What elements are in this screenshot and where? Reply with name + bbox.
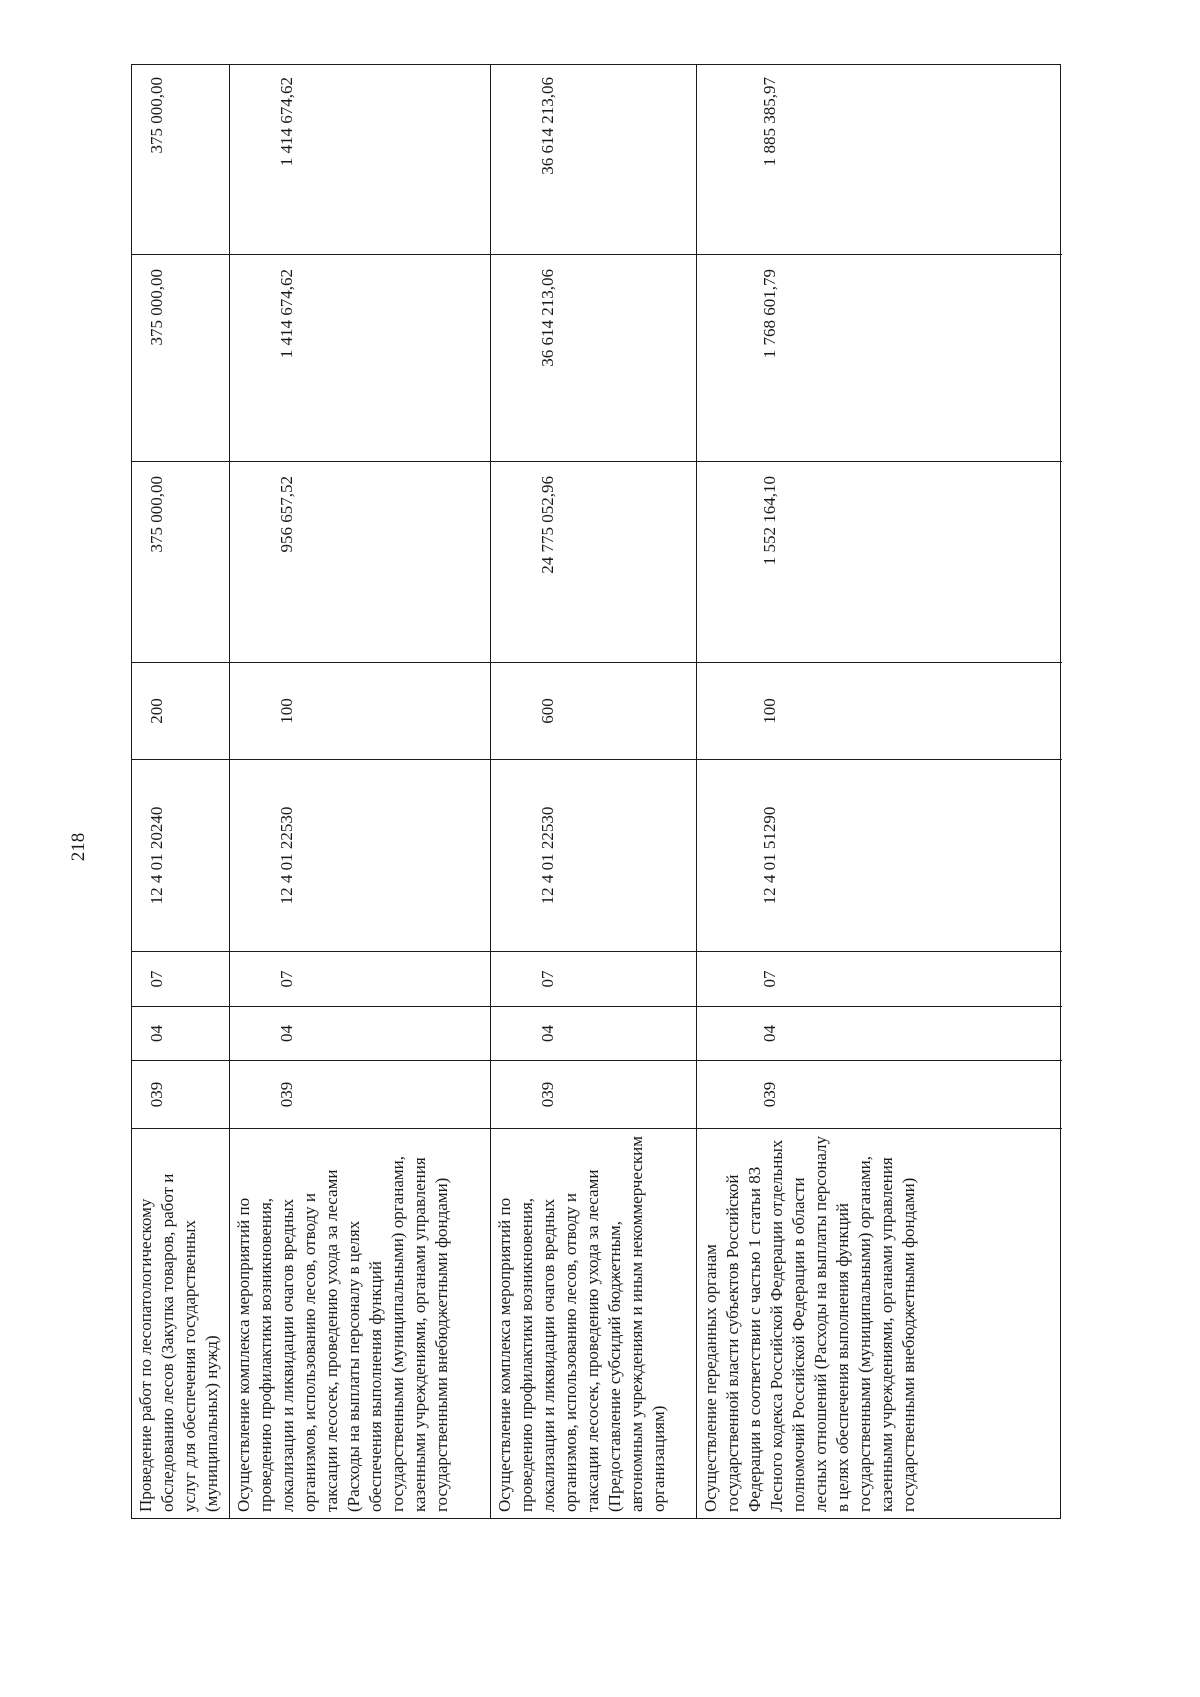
amount-year-1: 956 657,52 bbox=[230, 461, 490, 662]
section-code: 04 bbox=[230, 1006, 490, 1060]
section-code: 04 bbox=[132, 1006, 229, 1060]
subsection-code: 07 bbox=[132, 951, 229, 1006]
section-code: 04 bbox=[697, 1006, 1062, 1060]
amount-year-1: 1 552 164,10 bbox=[697, 461, 1062, 662]
expense-type-code: 100 bbox=[230, 662, 490, 759]
ministry-code: 039 bbox=[230, 1060, 490, 1128]
target-article-code: 12 4 01 20240 bbox=[132, 759, 229, 951]
budget-table-rotated-area bbox=[131, 64, 1061, 1512]
subsection-code: 07 bbox=[491, 951, 696, 1006]
row-description: Проведение работ по лесопатологическому обследованию лесов (Закупка товаров, работ и услуг для обеспечения государственных (муниципальных) нужд) bbox=[132, 1128, 229, 1518]
row-description: Осуществление комплекса мероприятий по проведению профилактики возникновения, локализации и ликвидации очагов вредных организмов, использованию лесов, отводу и таксации лесосек, проведению ухода за лесами (Расходы на выплаты персоналу в целях обеспечения выполнения функций государственными (муниципальными) органами, казенными учреждениями, органами управления государственными внебюджетными фондами) bbox=[230, 1128, 490, 1518]
row-description: Осуществление переданных органам государственной власти субъектов Российской Федерации в соответствии с частью 1 статьи 83 Лесного кодекса Российской Федерации отдельных полномочий Российской Федерации в области лесных отношений (Расходы на выплаты персоналу в целях обеспечения выполнения функций государственными (муниципальными) органами, казенными учреждениями, органами управления государственными внебюджетными фондами) bbox=[697, 1128, 1062, 1518]
amount-year-3: 1 414 674,62 bbox=[277, 77, 296, 167]
ministry-code: 039 bbox=[491, 1060, 696, 1128]
target-article-code: 12 4 01 51290 bbox=[697, 759, 1062, 951]
amount-year-1: 375 000,00 bbox=[132, 461, 229, 662]
amount-year-3: 375 000,00 bbox=[147, 77, 166, 154]
amount-year-3: 1 885 385,97 bbox=[760, 77, 779, 167]
target-article-code: 12 4 01 22530 bbox=[491, 759, 696, 951]
page-number: 218 bbox=[68, 832, 89, 862]
table-row bbox=[491, 65, 697, 1518]
subsection-code: 07 bbox=[697, 951, 1062, 1006]
expense-type-code: 200 bbox=[132, 662, 229, 759]
target-article-code: 12 4 01 22530 bbox=[230, 759, 490, 951]
amount-year-3: 36 614 213,06 bbox=[538, 77, 557, 175]
ministry-code: 039 bbox=[697, 1060, 1062, 1128]
table-row bbox=[697, 65, 1062, 1518]
expense-type-code: 100 bbox=[697, 662, 1062, 759]
amount-year-1: 24 775 052,96 bbox=[491, 461, 696, 662]
amount-year-2: 1 414 674,62 bbox=[230, 254, 490, 461]
amount-year-2: 36 614 213,06 bbox=[491, 254, 696, 461]
section-code: 04 bbox=[491, 1006, 696, 1060]
table-row bbox=[230, 65, 491, 1518]
row-description: Осуществление комплекса мероприятий по проведению профилактики возникновения, локализации и ликвидации очагов вредных организмов, использованию лесов, отводу и таксации лесосек, проведению ухода за лесами (Предоставление субсидий бюджетным, автономным учреждениям и иным некоммерческим организациям) bbox=[491, 1128, 696, 1518]
subsection-code: 07 bbox=[230, 951, 490, 1006]
table-row bbox=[132, 65, 230, 1518]
ministry-code: 039 bbox=[132, 1060, 229, 1128]
amount-year-2: 375 000,00 bbox=[132, 254, 229, 461]
budget-table bbox=[131, 64, 1061, 1519]
amount-year-2: 1 768 601,79 bbox=[697, 254, 1062, 461]
expense-type-code: 600 bbox=[491, 662, 696, 759]
